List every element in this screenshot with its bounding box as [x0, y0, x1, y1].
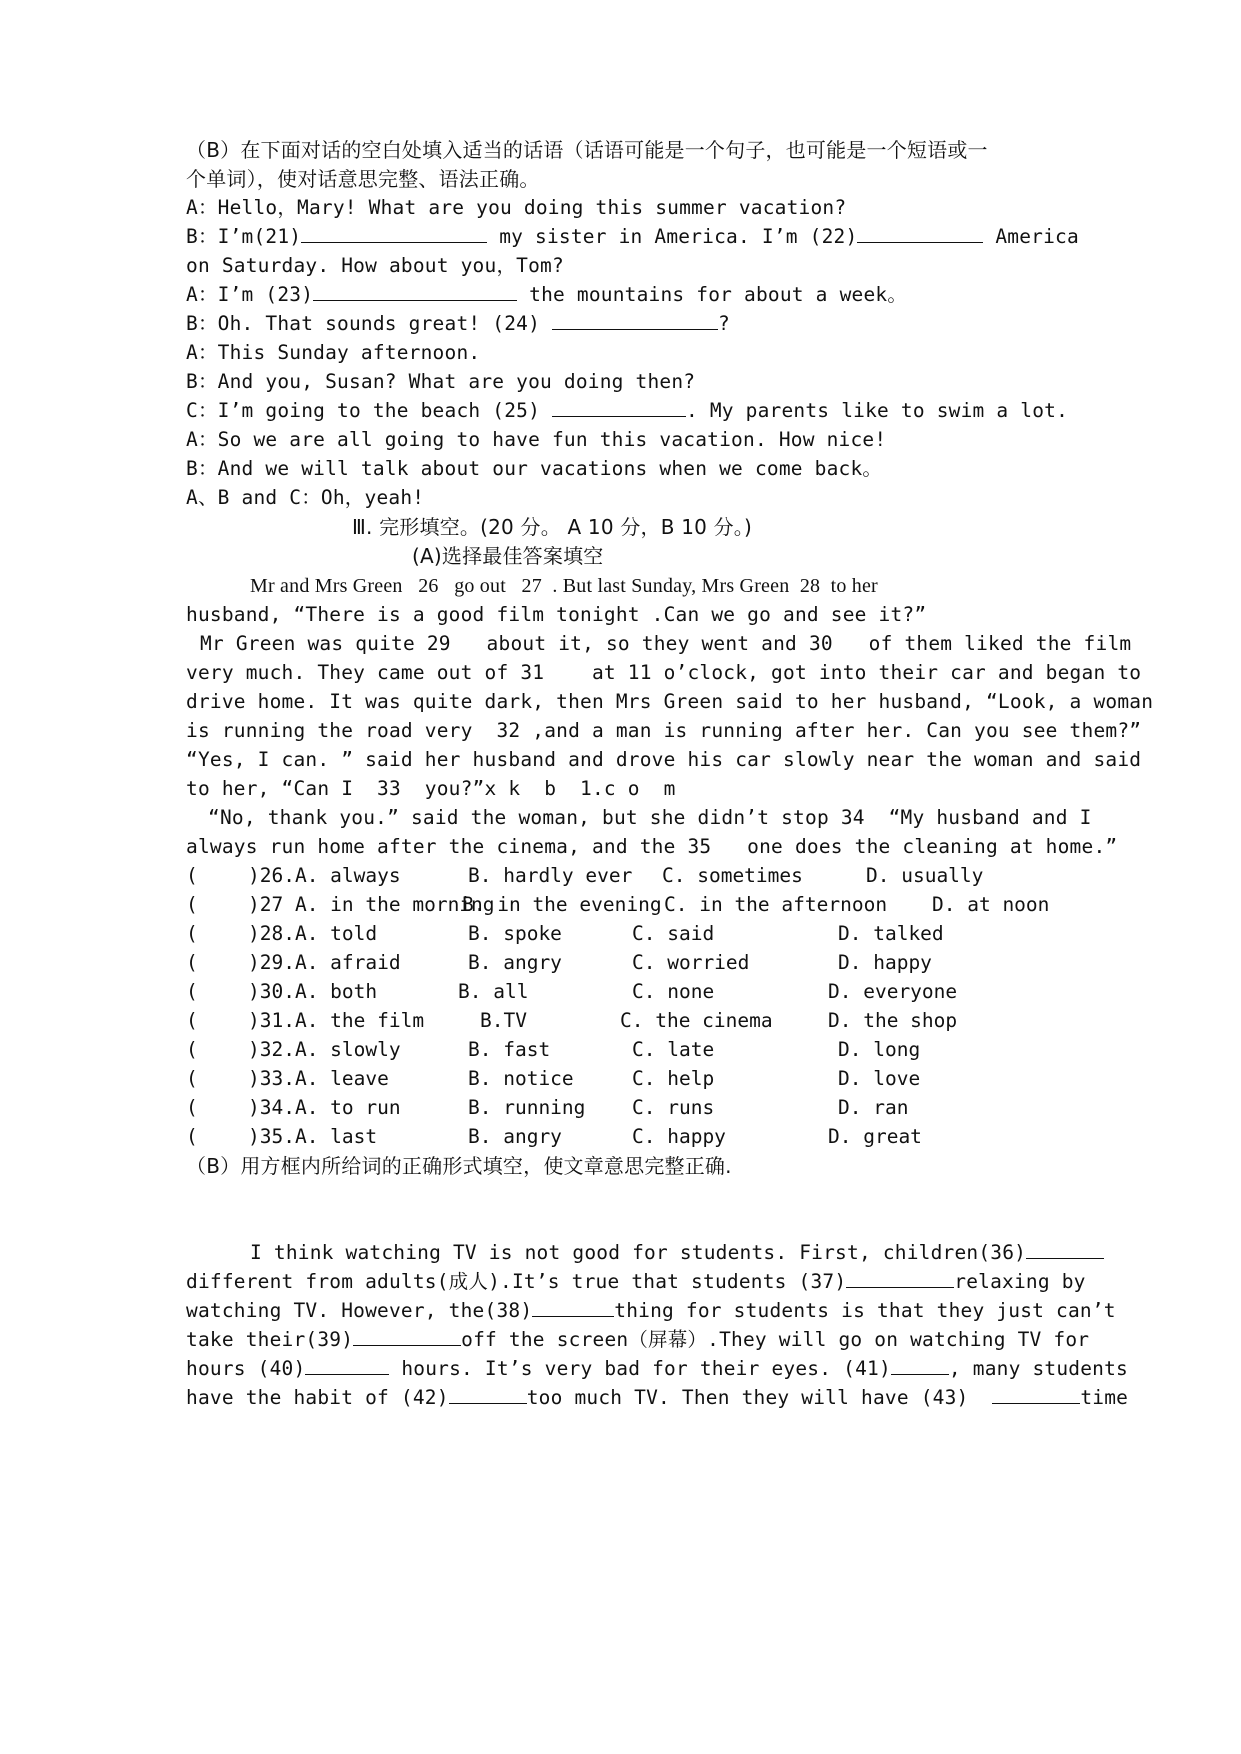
option-a: )28.A. told [248, 922, 378, 945]
dialogue-line: A：Hello，Mary! What are you doing this summer vacation? [186, 196, 847, 219]
option-d: D. everyone [828, 980, 958, 1003]
option-d: D. the shop [828, 1009, 958, 1032]
option-b: B. all [458, 980, 529, 1003]
passage-a-line: Mr Green was quite 29 about it, so they went and 30 of them liked the film [200, 632, 1132, 655]
passage-a-line: drive home. It was quite dark, then Mrs Green said to her husband, “Look, a woman [186, 690, 1154, 713]
option-c: C. runs [632, 1096, 715, 1119]
passage-a-line: always run home after the cinema, and the 35 one does the cleaning at home.” [186, 835, 1118, 858]
blank-42[interactable] [449, 1385, 527, 1404]
option-d: D. long [838, 1038, 921, 1061]
dialogue-line: A：This Sunday afternoon. [186, 341, 481, 364]
blank-22[interactable] [857, 224, 983, 243]
dialogue-line: on Saturday. How about you，Tom? [186, 254, 564, 277]
answer-slot-26[interactable]: ( [186, 864, 198, 887]
option-d: D. love [838, 1067, 921, 1090]
option-d: D. ran [838, 1096, 909, 1119]
passage-a-line: “No, thank you.” said the woman, but she didn’t stop 34 “My husband and I [208, 806, 1092, 829]
option-b: B. fast [468, 1038, 551, 1061]
blank-37[interactable] [846, 1269, 954, 1288]
passage-b-line: I think watching TV is not good for students. First, children(36) [250, 1240, 1104, 1266]
option-b: B. angry [468, 951, 562, 974]
option-c: C. none [632, 980, 715, 1003]
blank-40[interactable] [305, 1356, 389, 1375]
option-a: )34.A. to run [248, 1096, 401, 1119]
dialogue-line: B：And you, Susan? What are you doing then? [186, 370, 696, 393]
dialogue-line: C：I’m going to the beach (25) . My parents like to swim a lot. [186, 399, 1069, 422]
option-b: B. spoke [468, 922, 562, 945]
option-b: B.TV [480, 1009, 527, 1032]
answer-slot-29[interactable]: ( [186, 951, 198, 974]
option-c: C. the cinema [620, 1009, 773, 1032]
answer-slot-35[interactable]: ( [186, 1125, 198, 1148]
passage-a-line: is running the road very 32 ,and a man is running after her. Can you see them?” [186, 719, 1142, 742]
answer-slot-31[interactable]: ( [186, 1009, 198, 1032]
section-b-intro-line1: （B）在下面对话的空白处填入适当的话语（话语可能是一个句子，也可能是一个短语或一 [186, 138, 988, 162]
answer-slot-33[interactable]: ( [186, 1067, 198, 1090]
section-b2-intro: （B）用方框内所给词的正确形式填空，使文章意思完整正确. [186, 1154, 732, 1178]
blank-24[interactable] [552, 311, 718, 330]
blank-39[interactable] [353, 1327, 461, 1346]
option-d: D. at noon [932, 893, 1050, 916]
dialogue-line: B：I’m(21) my sister in America. I’m (22) America [186, 225, 1079, 248]
option-b: B. angry [468, 1125, 562, 1148]
passage-b-line: hours (40) hours. It’s very bad for their eyes. (41) , many students [186, 1357, 1128, 1380]
dialogue-line: B：And we will talk about our vacations when we come back。 [186, 457, 883, 480]
passage-a-line: very much. They came out of 31 at 11 o’clock, got into their car and began to [186, 661, 1142, 684]
blank-23[interactable] [313, 282, 517, 301]
answer-slot-32[interactable]: ( [186, 1038, 198, 1061]
option-d: D. talked [838, 922, 944, 945]
passage-a-line: to her, “Can I 33 you?”x k b 1.c o m [186, 777, 676, 800]
passage-b-line: have the habit of (42) too much TV. Then they will have (43) time [186, 1386, 1129, 1409]
option-a: )30.A. both [248, 980, 378, 1003]
option-c: C. sometimes [662, 864, 803, 887]
option-a: )26.A. always [248, 864, 401, 887]
option-a: )32.A. slowly [248, 1038, 401, 1061]
option-d: D. usually [866, 864, 984, 887]
option-c: C. late [632, 1038, 715, 1061]
option-c: C. worried [632, 951, 750, 974]
section-3-title: Ⅲ. 完形填空。(20 分。 A 10 分，B 10 分。) [352, 515, 753, 539]
answer-slot-30[interactable]: ( [186, 980, 198, 1003]
option-a: )31.A. the film [248, 1009, 425, 1032]
dialogue-line: B：Oh. That sounds great! (24) ? [186, 312, 730, 335]
blank-38[interactable] [532, 1298, 614, 1317]
option-b: B. in the evening [462, 893, 662, 916]
passage-b-line: take their(39) off the screen（屏幕）.They will go on watching TV for [186, 1328, 1090, 1351]
option-d: D. great [828, 1125, 922, 1148]
option-a: )35.A. last [248, 1125, 378, 1148]
dialogue-line: A：I’m (23) the mountains for about a week。 [186, 283, 908, 306]
blank-21[interactable] [301, 224, 487, 243]
option-b: B. hardly ever [468, 864, 633, 887]
dialogue-line: A、B and C：Oh，yeah! [186, 486, 425, 509]
option-c: C. happy [632, 1125, 726, 1148]
option-a: )27 A. in the morning [248, 893, 495, 916]
section-b-intro-line2: 个单词），使对话意思完整、语法正确。 [186, 167, 540, 191]
passage-a-line: husband, “There is a good film tonight .Can we go and see it?” [186, 603, 927, 626]
passage-a-line: “Yes, I can. ” said her husband and drove his car slowly near the woman and said [186, 748, 1142, 771]
option-a: )29.A. afraid [248, 951, 401, 974]
option-c: C. said [632, 922, 715, 945]
passage-b-line: watching TV. However, the(38) thing for students is that they just can’t [186, 1299, 1116, 1322]
passage-a-line: Mr and Mrs Green 26 go out 27 . But last Sunday, Mrs Green 28 to her [250, 575, 878, 597]
option-c: C. help [632, 1067, 715, 1090]
option-b: B. notice [468, 1067, 574, 1090]
blank-41[interactable] [891, 1356, 949, 1375]
section-3-sub-a: (A)选择最佳答案填空 [412, 544, 604, 568]
blank-43[interactable] [992, 1385, 1080, 1404]
answer-slot-28[interactable]: ( [186, 922, 198, 945]
answer-slot-27[interactable]: ( [186, 893, 198, 916]
passage-b-line: different from adults(成人).It’s true that students (37) relaxing by [186, 1270, 1086, 1293]
option-a: )33.A. leave [248, 1067, 389, 1090]
blank-36[interactable] [1026, 1240, 1104, 1259]
answer-slot-34[interactable]: ( [186, 1096, 198, 1119]
dialogue-line: A：So we are all going to have fun this vacation. How nice! [186, 428, 887, 451]
option-c: C. in the afternoon [664, 893, 888, 916]
option-b: B. running [468, 1096, 586, 1119]
blank-25[interactable] [552, 398, 686, 417]
option-d: D. happy [838, 951, 932, 974]
